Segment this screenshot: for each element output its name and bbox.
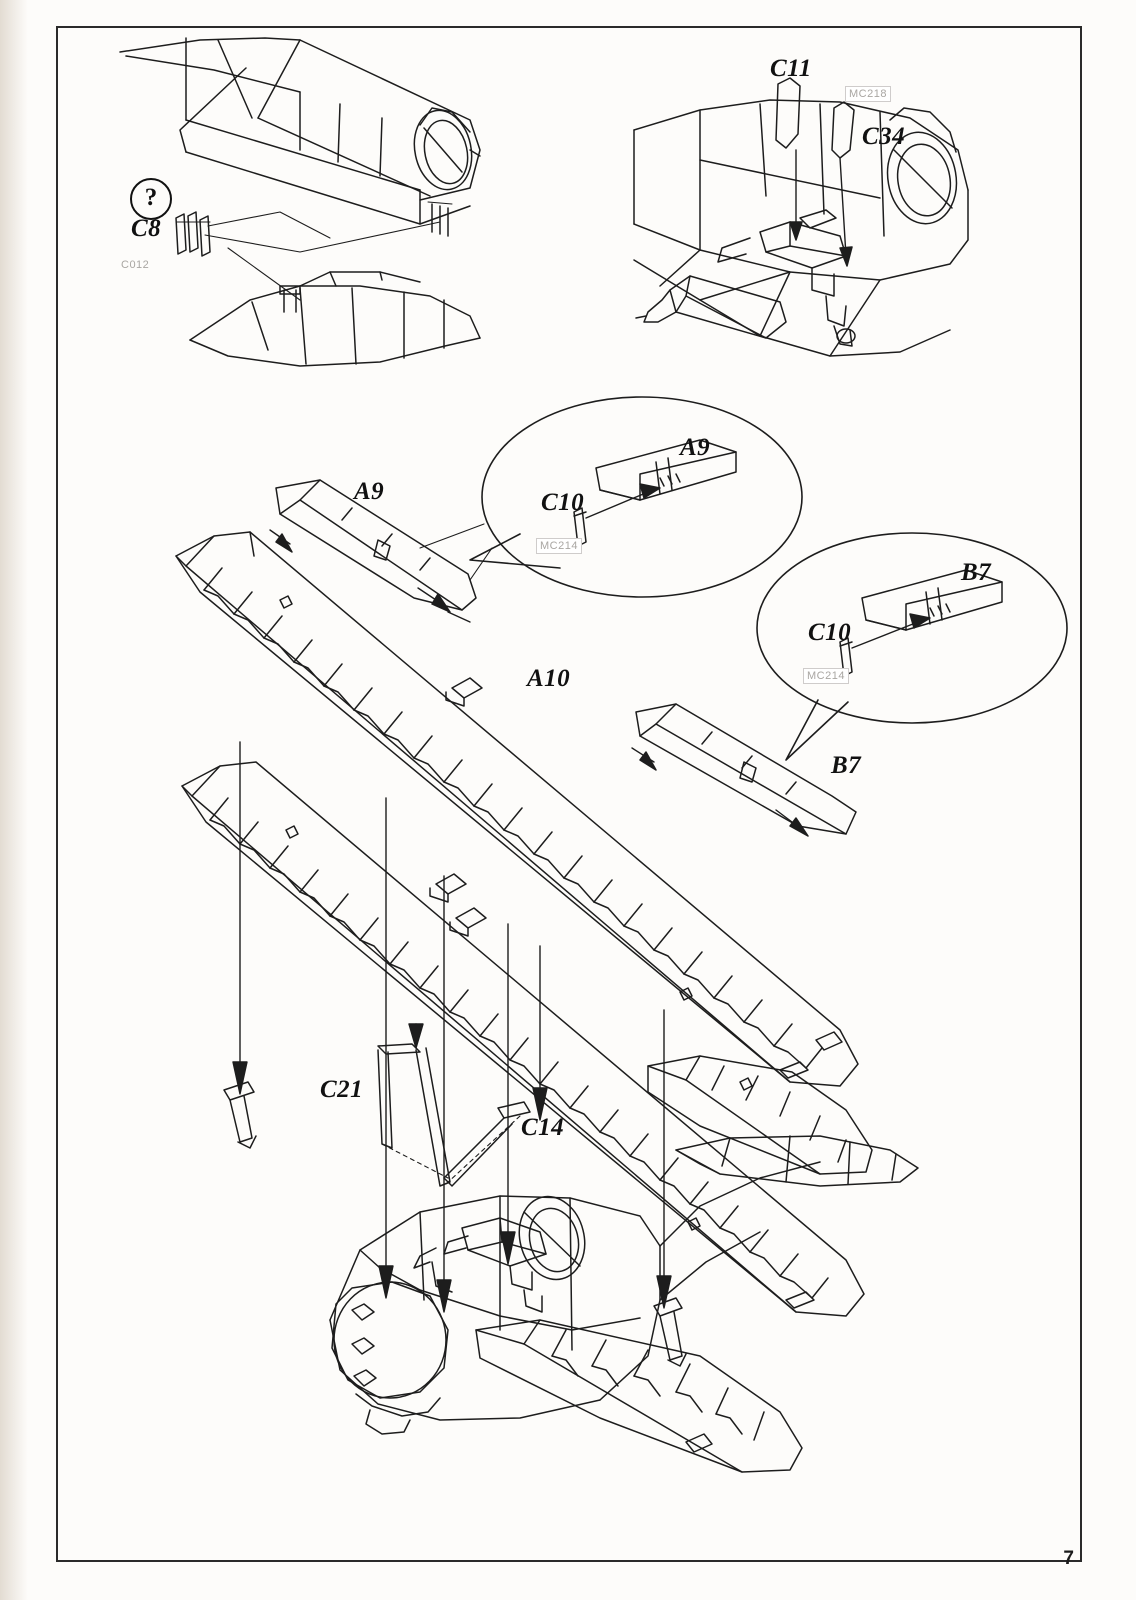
- aileron-b7: [632, 704, 856, 836]
- part-label-b7-callout: B7: [961, 559, 992, 586]
- top-left-fuselage: [120, 38, 480, 366]
- part-label-a9-callout: A9: [680, 434, 711, 461]
- page-number: 7: [1063, 1548, 1074, 1569]
- callout-bubble-b7: [757, 533, 1067, 760]
- assembled-lower-wing-right: [476, 1320, 802, 1472]
- part-label-c21: C21: [320, 1076, 364, 1103]
- assembled-upper-wing-right: [648, 1056, 872, 1174]
- upper-wing-a10: [176, 532, 858, 1086]
- top-right-engine-bay: [634, 78, 968, 356]
- part-label-c14: C14: [521, 1114, 565, 1141]
- part-tag-c012: C012: [121, 259, 150, 271]
- part-label-b7-wing: B7: [831, 752, 862, 779]
- assembled-fuselage: [330, 1162, 820, 1434]
- part-label-c11: C11: [770, 55, 812, 82]
- part-label-a9-wing: A9: [354, 478, 385, 505]
- part-label-c10-left: C10: [541, 489, 585, 516]
- question-marker: ?: [130, 178, 172, 220]
- part-label-c10-right: C10: [808, 619, 852, 646]
- part-label-c8: C8: [131, 215, 162, 242]
- callout-bubble-a9: [470, 397, 802, 597]
- lower-wing-left: [182, 762, 864, 1316]
- part-label-c34: C34: [862, 123, 906, 150]
- part-label-a10: A10: [527, 665, 571, 692]
- tailplane: [676, 1136, 918, 1186]
- part-tag-mc214-right: MC214: [803, 668, 849, 684]
- part-tag-mc218: MC218: [845, 86, 891, 102]
- part-tag-mc214-left: MC214: [536, 538, 582, 554]
